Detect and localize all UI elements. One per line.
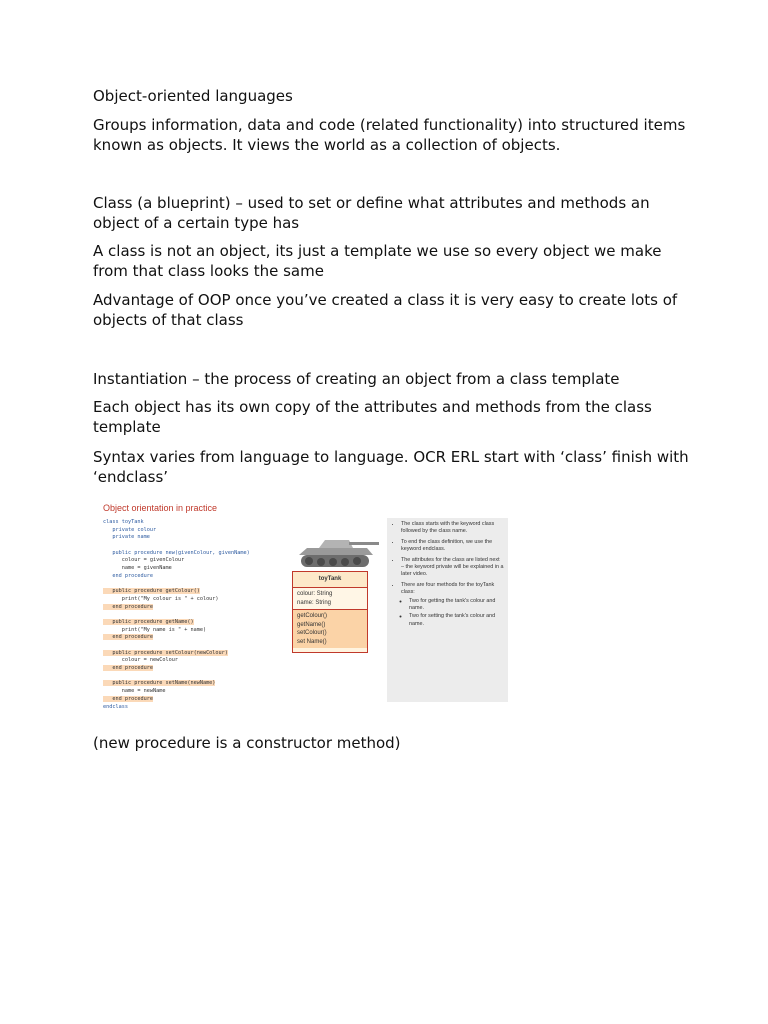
code-line: name = givenName <box>103 565 172 572</box>
code-line: end procedure <box>103 603 153 610</box>
paragraph-objects-definition: Groups information, data and code (related functionality) into structured items known as objects. It views the world as a collection of objects. <box>93 116 686 154</box>
code-line: end procedure <box>103 634 153 641</box>
uml-method: getColour() <box>297 613 328 619</box>
note-bullet: • To end the class definition, we use the keyword endclass. <box>401 539 504 554</box>
paragraph-class-not-object: A class is not an object, its just a template we use so every object we make from that class looks the same <box>93 242 662 280</box>
code-line <box>103 581 250 589</box>
code-line: end procedure <box>103 665 153 672</box>
note-bullet: There are four methods for the toyTank class: <box>401 581 495 596</box>
note-sub-bullet: ◦ Two for setting the tank's colour and name. <box>409 613 504 628</box>
code-line: private name <box>103 534 150 541</box>
code-line <box>103 673 250 681</box>
code-line: class toyTank <box>103 519 144 525</box>
uml-method: setColour() <box>297 630 327 636</box>
slide-notes <box>387 518 508 702</box>
code-line: endclass <box>103 703 128 710</box>
uml-method: set Name() <box>297 638 327 645</box>
code-line <box>103 642 250 650</box>
paragraph-instantiation: Instantiation – the process of creating an object from a class template <box>93 370 620 388</box>
code-line: private colour <box>103 526 157 533</box>
note-bullet: • The attributes for the class are listed next – the keyword private will be explained in a later video. <box>401 557 504 579</box>
code-line <box>103 542 250 550</box>
toy-tank-icon <box>293 533 383 573</box>
uml-methods <box>293 610 367 648</box>
paragraph-syntax: Syntax varies from language to language. OCR ERL start with ‘class’ finish with ‘endclass’ <box>93 448 689 486</box>
slide-title: Object orientation in practice <box>103 503 218 513</box>
code-listing <box>103 519 250 711</box>
paragraph-constructor-note: (new procedure is a constructor method) <box>93 734 401 752</box>
code-line: print("My name is " + name) <box>103 626 207 633</box>
note-bullet-container <box>401 582 504 628</box>
code-line: public procedure new(givenColour, givenName) <box>103 549 250 556</box>
code-line: public procedure setName(newName) <box>103 680 216 687</box>
code-line: colour = givenColour <box>103 557 185 564</box>
code-line: public procedure getColour() <box>103 588 200 595</box>
code-line <box>103 611 250 619</box>
note-bullet: • The class starts with the keyword class followed by the class name. <box>401 521 504 536</box>
paragraph-object-copy: Each object has its own copy of the attributes and methods from the class template <box>93 398 652 436</box>
code-line: public procedure getName() <box>103 618 194 625</box>
paragraph-oop-advantage: Advantage of OOP once you’ve created a class it is very easy to create lots of objects of that class <box>93 291 678 329</box>
note-sub-bullet: ◦ Two for getting the tank's colour and name. <box>409 598 504 613</box>
paragraph-class-definition: Class (a blueprint) – used to set or define what attributes and methods an object of a certain type has <box>93 194 650 232</box>
oop-slide-image <box>93 495 509 710</box>
uml-class-diagram <box>292 571 368 653</box>
uml-attribute: colour: String <box>297 591 333 597</box>
uml-attribute: name: String <box>297 599 332 606</box>
code-line: public procedure setColour(newColour) <box>103 649 228 656</box>
uml-attributes <box>293 588 367 610</box>
uml-method: getName() <box>297 621 326 628</box>
code-line: end procedure <box>103 695 153 702</box>
code-line: end procedure <box>103 572 153 579</box>
code-line: name = newName <box>103 688 166 695</box>
heading-object-oriented-languages: Object-oriented languages <box>93 87 293 105</box>
code-line: print("My colour is " + colour) <box>103 595 219 602</box>
uml-class-name: toyTank <box>293 572 367 588</box>
code-line: colour = newColour <box>103 657 178 664</box>
